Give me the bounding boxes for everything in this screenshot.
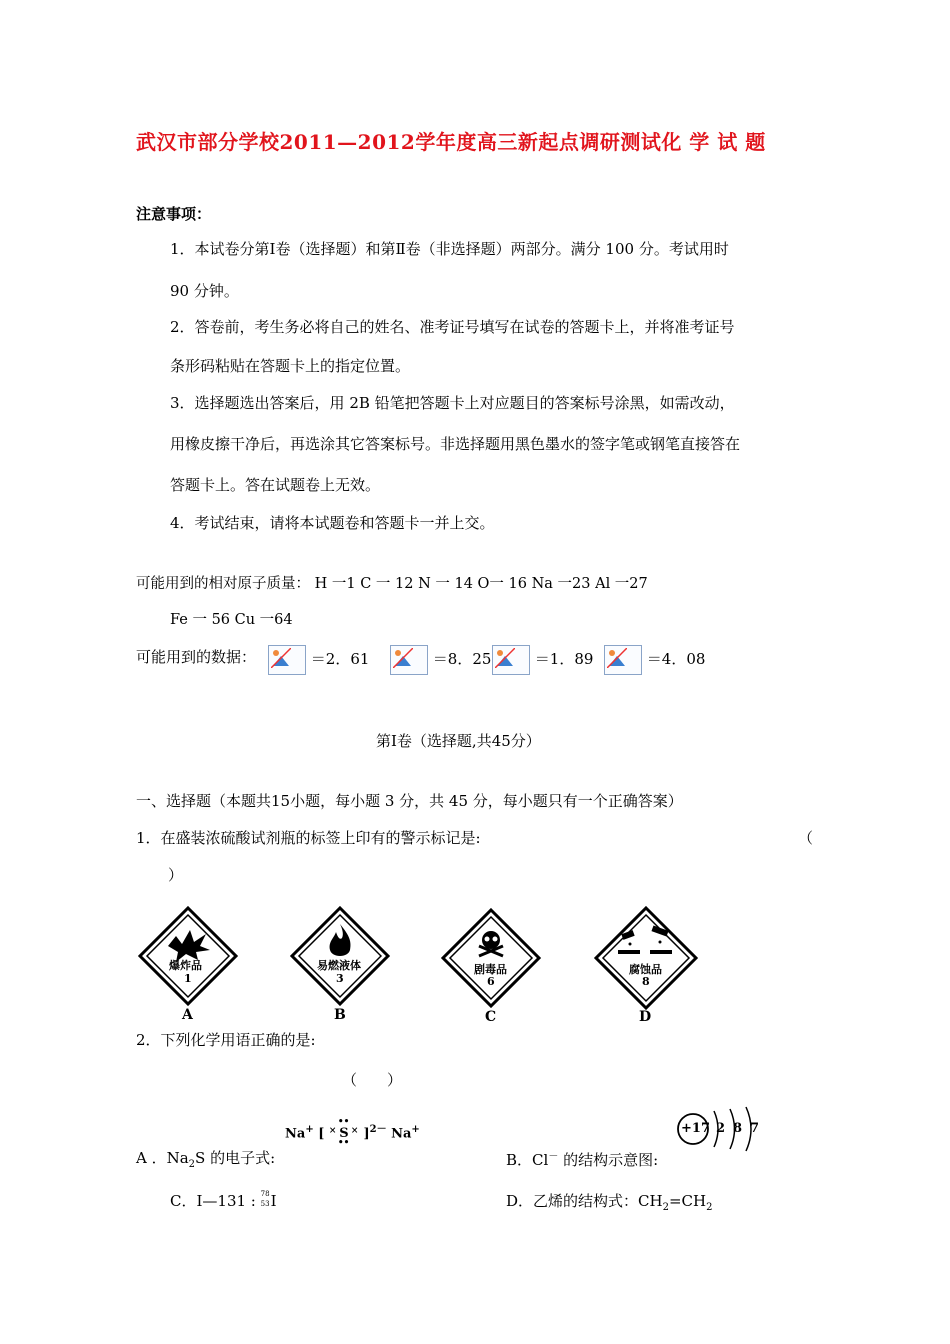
flame-icon [290,906,390,1006]
sign-label: 腐蚀品 [629,963,662,976]
data-item [390,645,491,675]
data-value: ＝2．61 [310,650,370,668]
option-b-text: B．Cl [506,1151,549,1169]
data-value: ＝4．08 [646,650,706,668]
sign-letter: B [334,1007,346,1023]
na2s-electron-formula: Na+ [ S •• •• × × ]$^{2-}$ Na+ [285,1117,420,1149]
warning-sign-toxic [441,908,541,1008]
nucleus-charge: +17 [681,1121,710,1136]
answer-paren-open: （ [798,829,814,847]
subscript: 2 [662,1202,669,1213]
data-value: ＝1．89 [534,650,594,668]
atomic-mass-line-2: Fe 一 56 Cu 一64 [170,612,293,628]
note-line: 90 分钟。 [170,282,239,300]
atomic-mass-line: 可能用到的相对原子质量： H 一1 C 一 12 N 一 14 O一 16 Na 一23 Al 一27 [136,576,648,592]
data-item [492,645,593,675]
note-line: 条形码粘贴在答题卡上的指定位置。 [170,357,411,375]
image-placeholder-icon [390,645,428,675]
sign-letter: D [639,1009,652,1025]
data-item [604,645,705,675]
option-a-text: A ．Na [136,1149,189,1167]
shell-count: 2 [716,1121,726,1136]
note-line: 用橡皮擦干净后，再选涂其它答案标号。非选择题用黑色墨水的签字笔或钢笔直接答在 [170,435,741,453]
page-title: 武汉市部分学校2011—2012学年度高三新起点调研测试化 学 试 题 [136,130,766,154]
section-title: 第Ⅰ卷（选择题,共45分） [376,732,541,750]
notes-heading: 注意事项： [136,205,212,223]
sign-label: 剧毒品 [474,963,507,976]
note-line: 4．考试结束，请将本试题卷和答题卡一并上交。 [170,514,495,532]
option-b-text: 的结构示意图: [558,1151,659,1169]
option-c-text: C．I—131 : [170,1192,256,1210]
option-a-text: S 的电子式: [195,1149,276,1167]
sodium-ion: Na [391,1126,412,1142]
note-line: 3．选择题选出答案后，用 2B 铅笔把答题卡上对应题目的答案标号涂黑，如需改动， [170,394,735,412]
sodium-ion: Na [285,1126,306,1142]
note-line: 2．答卷前，考生务必将自己的姓名、准考证号填写在试卷的答题卡上，并将准考证号 [170,318,735,336]
image-placeholder-icon [492,645,530,675]
warning-sign-corrosive [594,906,698,1010]
warning-sign-explosive [138,906,238,1006]
sign-number: 1 [184,972,192,985]
sign-number: 3 [336,972,344,985]
shell-count: 8 [733,1121,743,1136]
warning-sign-flammable [290,906,390,1006]
question-2-stem: 2．下列化学用语正确的是: [136,1031,316,1049]
note-line: 答题卡上。答在试题卷上无效。 [170,476,381,494]
skull-icon [441,908,541,1008]
sign-letter: C [485,1009,497,1025]
answer-paren: （ ） [342,1071,403,1089]
option-c [170,1190,277,1211]
option-d [506,1190,712,1213]
superscript: － [548,1151,559,1162]
sulfide-charge: 2－ [369,1124,387,1135]
data-value: ＝8．25 [432,650,492,668]
sulfur-symbol: S [339,1126,349,1142]
subscript: 2 [706,1202,713,1213]
option-d-text: =CH [668,1192,707,1210]
option-a [136,1147,275,1170]
image-placeholder-icon [268,645,306,675]
sign-label: 易燃液体 [317,959,361,972]
shell-count: 7 [750,1121,760,1136]
sign-label: 爆炸品 [169,959,202,972]
corrosive-icon [594,906,698,1010]
subscript: 2 [188,1159,196,1170]
atomic-number: 53 [260,1200,270,1208]
question-1-stem: 1．在盛装浓硫酸试剂瓶的标签上印有的警示标记是: [136,829,481,847]
option-b [506,1147,658,1170]
data-item [268,645,369,675]
option-d-text: D．乙烯的结构式：CH [506,1192,663,1210]
explosive-icon [138,906,238,1006]
chloride-structure-diagram [676,1103,766,1163]
sign-number: 8 [642,975,650,988]
answer-paren-close: ） [168,866,184,884]
mass-number: 78 [260,1190,270,1198]
note-line: 1．本试卷分第Ⅰ卷（选择题）和第Ⅱ卷（非选择题）两部分。满分 100 分。考试用时 [170,240,729,258]
data-label: 可能用到的数据： [136,648,257,666]
sign-letter: A [182,1007,193,1023]
part-heading: 一、选择题（本题共15小题，每小题 3 分，共 45 分，每小题只有一个正确答案） [136,792,683,810]
image-placeholder-icon [604,645,642,675]
sign-number: 6 [487,975,495,988]
element-symbol: I [270,1192,277,1210]
